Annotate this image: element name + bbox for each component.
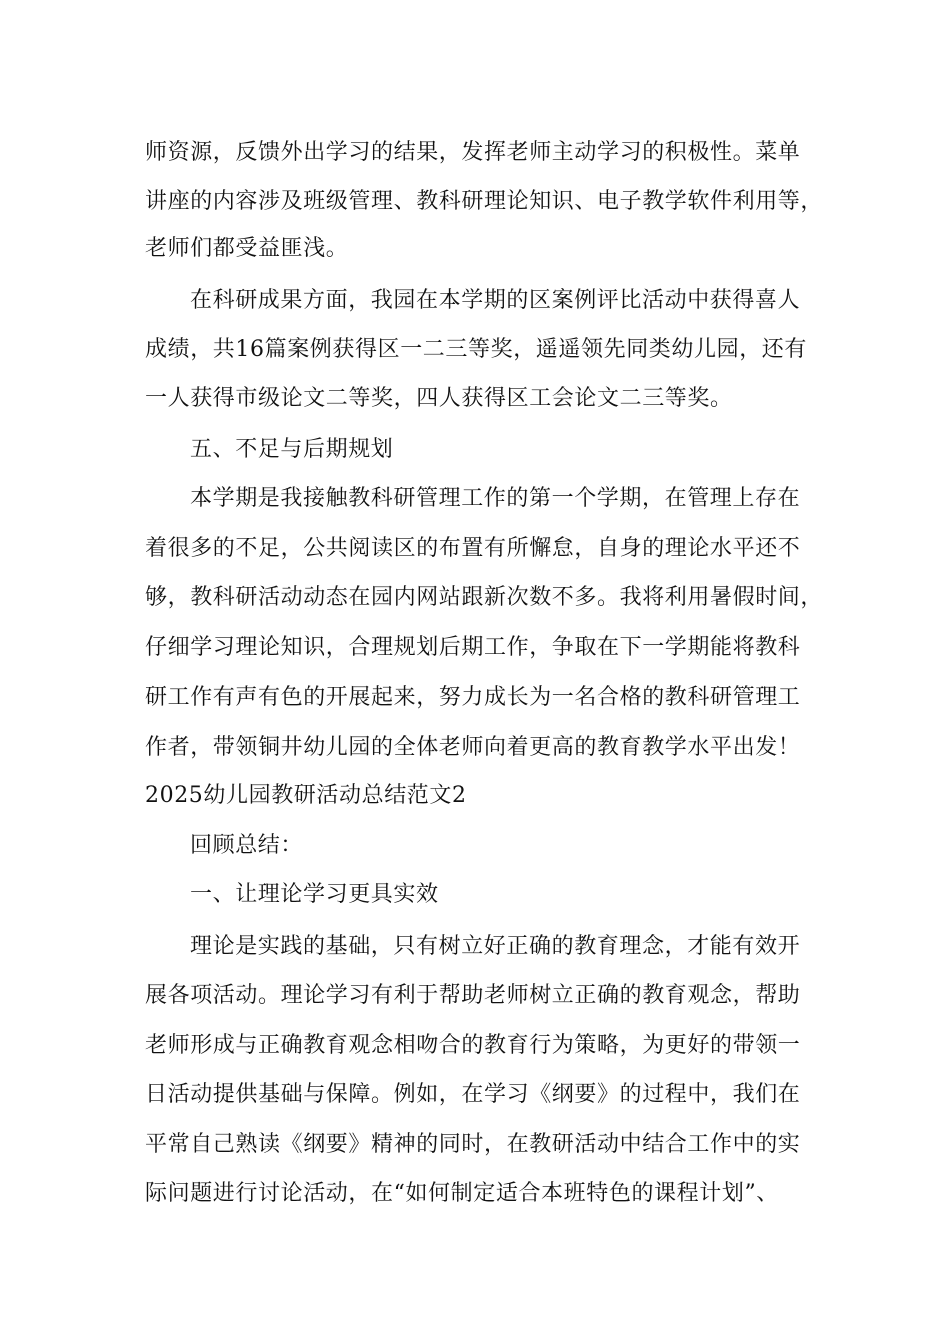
paragraph-line: 一人获得市级论文二等奖，四人获得区工会论文二三等奖。 [145,386,733,411]
paragraph-line: 日活动提供基础与保障。例如，在学习《纲要》的过程中，我们在 [145,1082,801,1107]
paragraph-line: 着很多的不足，公共阅读区的布置有所懈怠，自身的理论水平还不 [145,536,801,561]
section-heading: 回顾总结： [190,833,304,858]
paragraph-line: 际问题进行讨论活动，在“如何制定适合本班特色的课程计划”、 [145,1181,779,1206]
paragraph-line: 师资源，反馈外出学习的结果，发挥老师主动学习的积极性。菜单 [145,140,801,165]
paragraph-line: 老师们都受益匪浅。 [145,236,349,261]
paragraph-line: 够，教科研活动动态在园内网站跟新次数不多。我将利用暑假时间， [145,585,824,610]
paragraph-line: 作者，带领铜井幼儿园的全体老师向着更高的教育教学水平出发！ [145,735,801,760]
paragraph-line: 本学期是我接触教科研管理工作的第一个学期，在管理上存在 [190,486,801,511]
paragraph-line: 在科研成果方面，我园在本学期的区案例评比活动中获得喜人 [190,288,801,313]
paragraph-line: 仔细学习理论知识，合理规划后期工作，争取在下一学期能将教科 [145,635,801,660]
paragraph-line: 理论是实践的基础，只有树立好正确的教育理念，才能有效开 [190,934,801,959]
section-heading: 一、让理论学习更具实效 [190,882,439,907]
paragraph-line: 老师形成与正确教育观念相吻合的教育行为策略，为更好的带领一 [145,1033,801,1058]
paragraph-line: 成绩，共16篇案例获得区一二三等奖，遥遥领先同类幼儿园，还有 [145,337,807,362]
section-heading: 五、不足与后期规划 [190,437,394,462]
paragraph-line: 研工作有声有色的开展起来，努力成长为一名合格的教科研管理工 [145,685,801,710]
paragraph-line: 展各项活动。理论学习有利于帮助老师树立正确的教育观念，帮助 [145,983,801,1008]
paragraph-line: 讲座的内容涉及班级管理、教科研理论知识、电子教学软件利用等， [145,189,824,214]
paragraph-line: 平常自己熟读《纲要》精神的同时，在教研活动中结合工作中的实 [145,1132,801,1157]
document-title: 2025幼儿园教研活动总结范文2 [145,783,467,808]
